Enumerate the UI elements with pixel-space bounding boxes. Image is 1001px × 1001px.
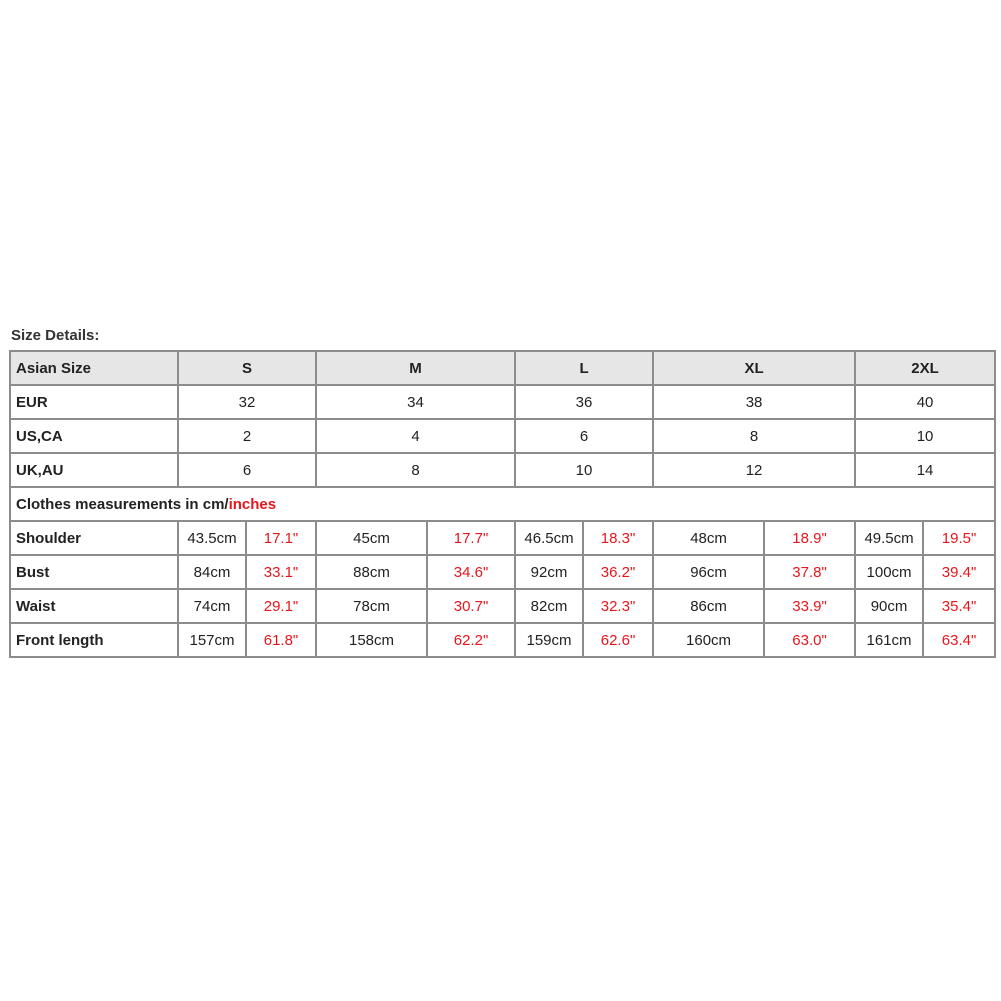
inch-value: 30.7" bbox=[427, 589, 515, 623]
cm-value: 78cm bbox=[316, 589, 427, 623]
cm-value: 88cm bbox=[316, 555, 427, 589]
conversion-row-uk-au bbox=[10, 453, 995, 487]
inch-value: 35.4" bbox=[923, 589, 995, 623]
conversion-value: 32 bbox=[178, 385, 316, 419]
inch-value: 17.1" bbox=[246, 521, 316, 555]
inch-value: 39.4" bbox=[923, 555, 995, 589]
cm-value: 159cm bbox=[515, 623, 583, 657]
size-details-caption: Size Details: bbox=[11, 327, 100, 344]
row-label: EUR bbox=[10, 385, 178, 419]
conversion-value: 10 bbox=[855, 419, 995, 453]
cm-value: 158cm bbox=[316, 623, 427, 657]
row-label: Front length bbox=[10, 623, 178, 657]
inch-value: 61.8" bbox=[246, 623, 316, 657]
conversion-row-us-ca bbox=[10, 419, 995, 453]
section-inches-highlight: inches bbox=[228, 495, 277, 513]
inch-value: 37.8" bbox=[764, 555, 855, 589]
cm-value: 48cm bbox=[653, 521, 764, 555]
inch-value: 63.4" bbox=[923, 623, 995, 657]
cm-value: 157cm bbox=[178, 623, 246, 657]
row-label: UK,AU bbox=[10, 453, 178, 487]
conversion-value: 8 bbox=[653, 419, 855, 453]
measurements-section-row bbox=[10, 487, 995, 521]
size-header-m: M bbox=[316, 351, 515, 385]
conversion-value: 8 bbox=[316, 453, 515, 487]
conversion-value: 6 bbox=[515, 419, 653, 453]
inch-value: 34.6" bbox=[427, 555, 515, 589]
conversion-value: 2 bbox=[178, 419, 316, 453]
conversion-value: 12 bbox=[653, 453, 855, 487]
inch-value: 36.2" bbox=[583, 555, 653, 589]
size-header-s: S bbox=[178, 351, 316, 385]
conversion-value: 10 bbox=[515, 453, 653, 487]
cm-value: 49.5cm bbox=[855, 521, 923, 555]
size-header-xl: XL bbox=[653, 351, 855, 385]
conversion-value: 40 bbox=[855, 385, 995, 419]
inch-value: 32.3" bbox=[583, 589, 653, 623]
cm-value: 84cm bbox=[178, 555, 246, 589]
inch-value: 18.9" bbox=[764, 521, 855, 555]
inch-value: 62.2" bbox=[427, 623, 515, 657]
cm-value: 74cm bbox=[178, 589, 246, 623]
cm-value: 46.5cm bbox=[515, 521, 583, 555]
inch-value: 33.1" bbox=[246, 555, 316, 589]
inch-value: 29.1" bbox=[246, 589, 316, 623]
cm-value: 43.5cm bbox=[178, 521, 246, 555]
conversion-row-eur bbox=[10, 385, 995, 419]
measurement-row-front-length bbox=[10, 623, 995, 657]
row-label: Waist bbox=[10, 589, 178, 623]
inch-value: 62.6" bbox=[583, 623, 653, 657]
asian-size-label: Asian Size bbox=[10, 351, 178, 385]
inch-value: 17.7" bbox=[427, 521, 515, 555]
inch-value: 19.5" bbox=[923, 521, 995, 555]
section-prefix: Clothes measurements in cm/ bbox=[16, 495, 229, 513]
conversion-value: 34 bbox=[316, 385, 515, 419]
size-header-row bbox=[10, 351, 995, 385]
measurement-row-bust bbox=[10, 555, 995, 589]
cm-value: 82cm bbox=[515, 589, 583, 623]
inch-value: 18.3" bbox=[583, 521, 653, 555]
size-chart-table bbox=[9, 350, 996, 658]
row-label: Shoulder bbox=[10, 521, 178, 555]
inch-value: 63.0" bbox=[764, 623, 855, 657]
row-label: US,CA bbox=[10, 419, 178, 453]
measurement-row-shoulder bbox=[10, 521, 995, 555]
cm-value: 161cm bbox=[855, 623, 923, 657]
cm-value: 96cm bbox=[653, 555, 764, 589]
conversion-value: 4 bbox=[316, 419, 515, 453]
cm-value: 160cm bbox=[653, 623, 764, 657]
cm-value: 92cm bbox=[515, 555, 583, 589]
cm-value: 86cm bbox=[653, 589, 764, 623]
size-header-2xl: 2XL bbox=[855, 351, 995, 385]
conversion-value: 6 bbox=[178, 453, 316, 487]
conversion-value: 36 bbox=[515, 385, 653, 419]
measurements-section-title bbox=[10, 487, 995, 521]
cm-value: 45cm bbox=[316, 521, 427, 555]
cm-value: 90cm bbox=[855, 589, 923, 623]
conversion-value: 38 bbox=[653, 385, 855, 419]
inch-value: 33.9" bbox=[764, 589, 855, 623]
measurement-row-waist bbox=[10, 589, 995, 623]
size-header-l: L bbox=[515, 351, 653, 385]
row-label: Bust bbox=[10, 555, 178, 589]
conversion-value: 14 bbox=[855, 453, 995, 487]
cm-value: 100cm bbox=[855, 555, 923, 589]
